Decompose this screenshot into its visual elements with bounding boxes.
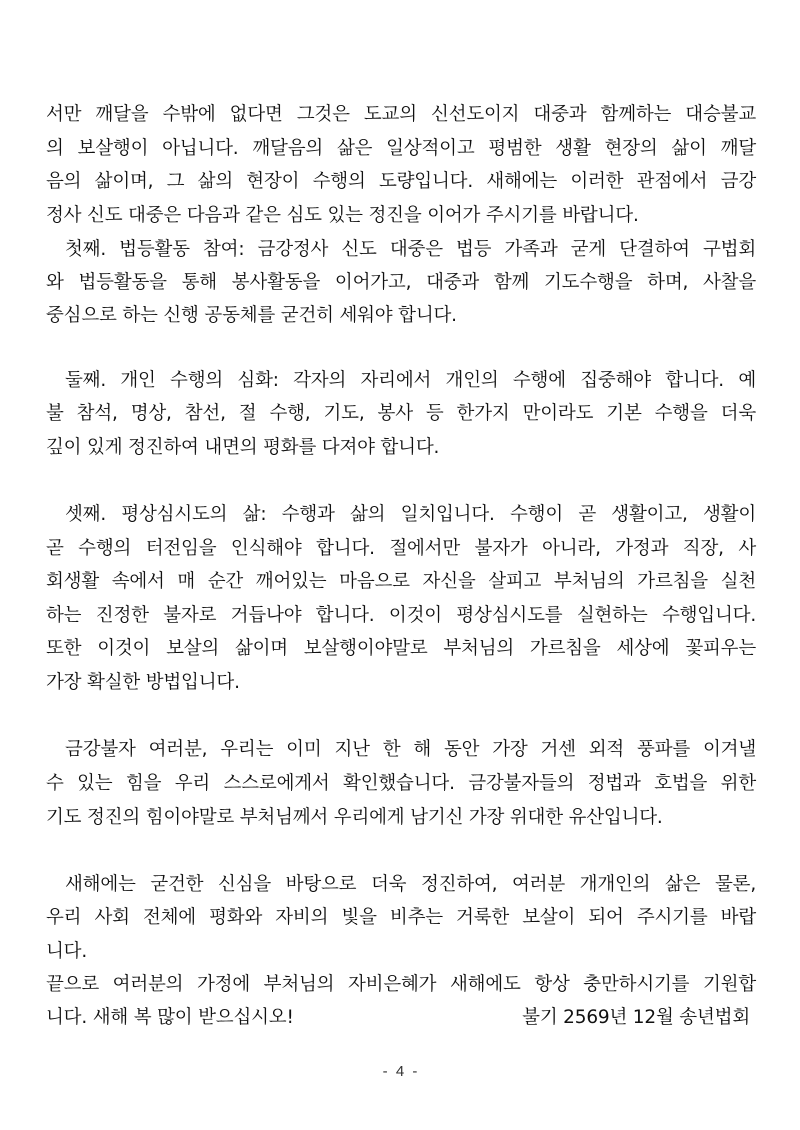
text-line: 하는 진정한 불자로 거듭나야 합니다. 이것이 평상심시도를 실현하는 수행입니다. [46,605,756,626]
text-line: 불 참석, 명상, 참선, 절 수행, 기도, 봉사 등 한가지 만이라도 기본 수행을 더욱 [46,403,756,424]
text-line: 우리 사회 전체에 평화와 자비의 빛을 비추는 거룩한 보살이 되어 주시기를 바랍 [46,907,756,928]
signature: 불기 2569년 12월 송년법회 [522,1007,750,1028]
page-number: - 4 - [382,1063,418,1080]
text-line: 곧 수행의 터전임을 인식해야 합니다. 절에서만 불자가 아니라, 가정과 직장, 사 [46,538,756,559]
text-line-second-point-heading: 둘째. 개인 수행의 심화: 각자의 자리에서 개인의 수행에 집중해야 합니다. 예 [65,370,756,391]
text-line: 의 보살행이 아닙니다. 깨달음의 삶은 일상적이고 평범한 생활 현장의 삶이 깨달 [46,138,756,159]
text-line: 니다. [46,941,88,962]
text-line: 깊이 있게 정진하여 내면의 평화를 다져야 합니다. [46,437,440,458]
text-line: 서만 깨달을 수밖에 없다면 그것은 도교의 신선도이지 대중과 함께하는 대승불교 [46,104,756,125]
text-line: 중심으로 하는 신행 공동체를 굳건히 세워야 합니다. [46,305,457,326]
text-line: 기도 정진의 힘이야말로 부처님께서 우리에게 남기신 가장 위대한 유산입니다. [46,807,663,828]
text-line: 또한 이것이 보살의 삶이며 보살행이야말로 부처님의 가르침을 세상에 꽃피우는 [46,638,756,659]
text-line: 음의 삶이며, 그 삶의 현장이 수행의 도량입니다. 새해에는 이러한 관점에서 금강 [46,171,756,192]
text-line: 가장 확실한 방법입니다. [46,672,240,693]
text-line-first-point-heading: 첫째. 법등활동 참여: 금강정사 신도 대중은 법등 가족과 굳게 단결하여 구법회 [65,239,756,260]
text-line: 금강불자 여러분, 우리는 이미 지난 한 해 동안 가장 거센 외적 풍파를 이겨낼 [65,739,756,760]
text-line: 수 있는 힘을 우리 스스로에게서 확인했습니다. 금강불자들의 정법과 호법을 위한 [46,773,756,794]
text-line: 와 법등활동을 통해 봉사활동을 이어가고, 대중과 함께 기도수행을 하며, 사찰을 [46,272,756,293]
closing-greeting: 니다. 새해 복 많이 받으십시오! [46,1007,294,1028]
text-line: 새해에는 굳건한 신심을 바탕으로 더욱 정진하여, 여러분 개개인의 삶은 물론, [65,874,756,895]
text-line-third-point-heading: 셋째. 평상심시도의 삶: 수행과 삶의 일치입니다. 수행이 곧 생활이고, 생활이 [65,504,756,525]
text-line: 정사 신도 대중은 다음과 같은 심도 있는 정진을 이어가 주시기를 바랍니다. [46,205,639,226]
text-line: 회생활 속에서 매 순간 깨어있는 마음으로 자신을 살피고 부처님의 가르침을 실천 [46,571,756,592]
text-line: 끝으로 여러분의 가정에 부처님의 자비은혜가 새해에도 항상 충만하시기를 기원합 [46,974,756,995]
closing-line-with-signature [46,1003,756,1033]
